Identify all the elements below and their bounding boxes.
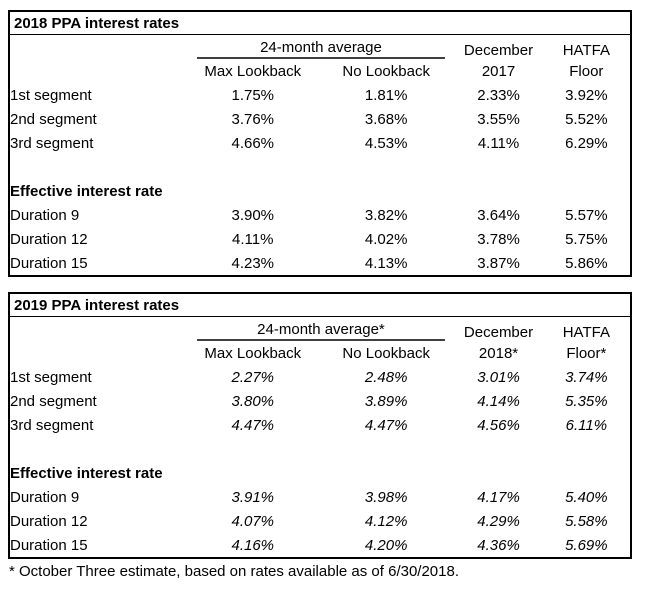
table-row (9, 533, 631, 558)
cell-value: 4.02% (364, 230, 408, 248)
table-row (9, 227, 631, 251)
cell-value: 3.87% (477, 254, 520, 272)
cell-value: 3.68% (364, 110, 408, 128)
cell-value: 4.36% (477, 536, 520, 554)
spacer-row (9, 155, 631, 179)
cell-value: 2.33% (477, 86, 520, 104)
cell-value: 4.07% (231, 512, 275, 530)
group-header-label: 24-month average* (197, 321, 446, 341)
row-label: Duration 9 (10, 488, 80, 506)
no-lookback-header: No Lookback (342, 62, 430, 80)
cell-value: 4.29% (477, 512, 520, 530)
table-row (9, 389, 631, 413)
december-header-line2: 2017 (481, 62, 516, 80)
group-header-label: 24-month average (197, 39, 446, 59)
cell-value: 5.86% (565, 254, 608, 272)
cell-value: 4.14% (477, 392, 520, 410)
cell-value: 3.91% (231, 488, 275, 506)
row-label: Duration 9 (10, 206, 80, 224)
group-header-row-2018 (9, 35, 631, 60)
december-header-line1: December (463, 42, 534, 59)
cell-value: 3.90% (231, 206, 275, 224)
cell-value: 4.17% (477, 488, 520, 506)
cell-value: 5.69% (565, 536, 608, 554)
empty-cell (9, 317, 188, 342)
cell-value: 4.47% (364, 416, 408, 434)
row-label: Duration 15 (10, 254, 88, 272)
row-label: 1st segment (10, 86, 92, 104)
group-header-cell (188, 317, 455, 342)
effective-interest-rate-header: Effective interest rate (10, 182, 163, 200)
cell-value: 3.98% (364, 488, 408, 506)
cell-value: 3.89% (364, 392, 408, 410)
empty-cell (9, 341, 188, 365)
hatfa-header-line2: Floor* (566, 344, 607, 362)
december-header-line2: 2018* (478, 344, 519, 362)
table-title-2019: 2019 PPA interest rates (9, 293, 631, 317)
section-header-row-2019 (9, 461, 631, 485)
cell-value: 3.55% (477, 110, 520, 128)
row-label: Duration 15 (10, 536, 88, 554)
table-row (9, 131, 631, 155)
hatfa-header-line1: HATFA (562, 324, 610, 341)
table-title-row-2018 (9, 11, 631, 35)
table-row (9, 485, 631, 509)
row-label: 2nd segment (10, 110, 97, 128)
empty-cell (9, 59, 188, 83)
cell-value: 6.11% (565, 416, 608, 434)
table-row (9, 251, 631, 276)
cell-value: 5.75% (565, 230, 608, 248)
table-title-row-2019 (9, 293, 631, 317)
empty-cell (9, 437, 631, 461)
cell-value: 2.27% (231, 368, 275, 386)
row-label: Duration 12 (10, 512, 88, 530)
cell-value: 1.81% (364, 86, 408, 104)
row-label: 1st segment (10, 368, 92, 386)
row-label: 3rd segment (10, 134, 94, 152)
table-row (9, 365, 631, 389)
empty-cell (9, 155, 631, 179)
hatfa-header-line1: HATFA (562, 42, 610, 59)
row-label: 2nd segment (10, 392, 97, 410)
table-row (9, 509, 631, 533)
cell-value: 4.56% (477, 416, 520, 434)
ppa-table-2018 (8, 10, 632, 277)
spacer-row (9, 437, 631, 461)
group-header-cell (188, 35, 455, 60)
cell-value: 4.66% (231, 134, 275, 152)
effective-interest-rate-header: Effective interest rate (10, 464, 163, 482)
sub-header-row-2019 (9, 341, 631, 365)
cell-value: 4.47% (231, 416, 275, 434)
table-title-2018: 2018 PPA interest rates (9, 11, 631, 35)
cell-value: 5.57% (565, 206, 608, 224)
cell-value: 5.52% (565, 110, 608, 128)
section-header-row-2018 (9, 179, 631, 203)
cell-value: 2.48% (364, 368, 408, 386)
row-label: 3rd segment (10, 416, 94, 434)
cell-value: 4.53% (364, 134, 408, 152)
cell-value: 4.12% (364, 512, 408, 530)
row-label: Duration 12 (10, 230, 88, 248)
no-lookback-header: No Lookback (342, 344, 430, 362)
cell-value: 4.13% (364, 254, 408, 272)
cell-value: 3.80% (231, 392, 275, 410)
table-row (9, 413, 631, 437)
cell-value: 3.78% (477, 230, 520, 248)
cell-value: 6.29% (565, 134, 608, 152)
cell-value: 4.11% (232, 230, 274, 248)
table-row (9, 107, 631, 131)
max-lookback-header: Max Lookback (204, 62, 302, 80)
cell-value: 5.40% (565, 488, 608, 506)
cell-value: 3.92% (565, 86, 608, 104)
cell-value: 5.35% (565, 392, 608, 410)
tables-gap (8, 277, 650, 292)
cell-value: 4.20% (364, 536, 408, 554)
december-header-line1: December (463, 324, 534, 341)
empty-cell (9, 35, 188, 60)
cell-value: 1.75% (231, 86, 275, 104)
sub-header-row-2018 (9, 59, 631, 83)
cell-value: 4.16% (231, 536, 275, 554)
cell-value: 3.64% (477, 206, 520, 224)
cell-value: 4.11% (477, 134, 520, 152)
cell-value: 3.76% (231, 110, 275, 128)
cell-value: 3.01% (477, 368, 520, 386)
cell-value: 3.74% (565, 368, 608, 386)
table-row (9, 83, 631, 107)
group-header-row-2019 (9, 317, 631, 342)
table-row (9, 203, 631, 227)
ppa-table-2019 (8, 292, 632, 559)
cell-value: 5.58% (565, 512, 608, 530)
cell-value: 4.23% (231, 254, 275, 272)
max-lookback-header: Max Lookback (204, 344, 302, 362)
footnote: * October Three estimate, based on rates available as of 6/30/2018. (9, 563, 459, 580)
hatfa-header-line2: Floor (569, 62, 604, 80)
cell-value: 3.82% (364, 206, 408, 224)
